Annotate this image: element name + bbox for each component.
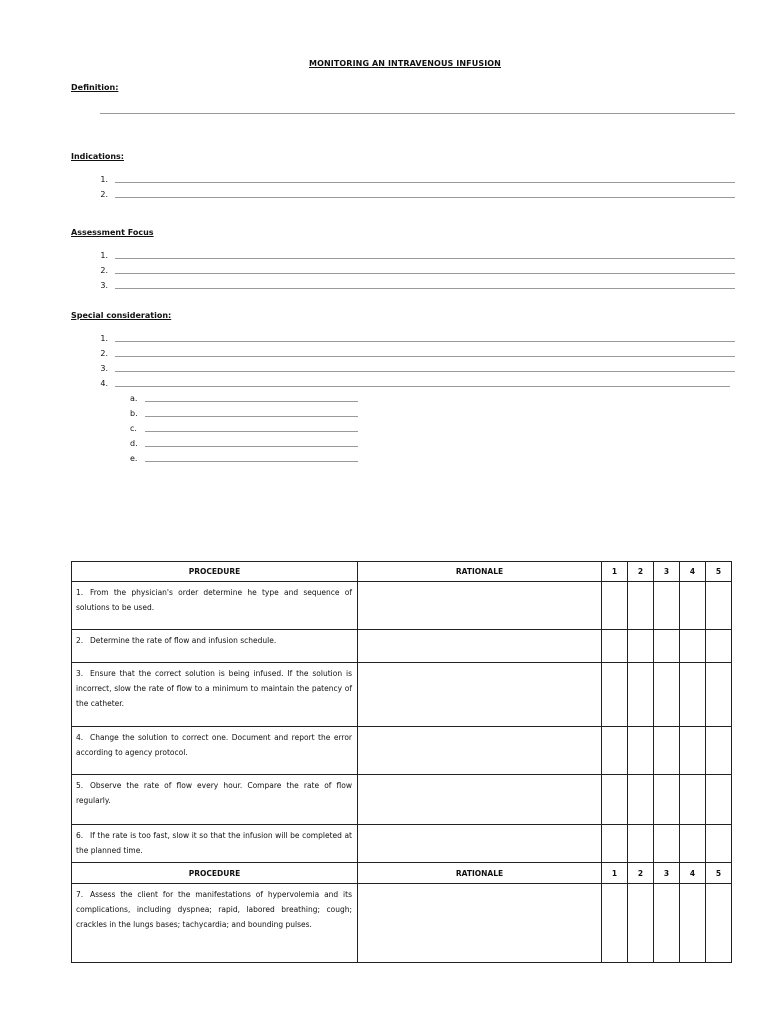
score-cell[interactable]: [680, 630, 706, 663]
score-header: 3: [654, 562, 680, 582]
table-header-row: [72, 863, 732, 884]
procedure-text: If the rate is too fast, slow it so that the infusion will be completed at the planned time.: [76, 831, 352, 855]
score-header: 4: [680, 562, 706, 582]
table-row: [72, 775, 732, 825]
assessment-number: 3.: [100, 281, 108, 290]
indication-answer-line[interactable]: [115, 182, 735, 183]
procedure-number: 5.: [76, 781, 84, 790]
special-answer-line[interactable]: [115, 386, 730, 387]
special-number: 2.: [100, 349, 108, 358]
procedure-text: Assess the client for the manifestations of hypervolemia and its complications, including dyspnea; rapid, labored breathing; cough; crackles in the lungs bases; tachycardia; and bounding pulses.: [76, 890, 352, 929]
special-subitem-line[interactable]: [145, 431, 358, 432]
rationale-cell[interactable]: [358, 663, 602, 727]
score-cell[interactable]: [680, 884, 706, 963]
score-cell[interactable]: [680, 727, 706, 775]
rationale-cell[interactable]: [358, 727, 602, 775]
score-cell[interactable]: [706, 663, 732, 727]
indications-heading: Indications:: [71, 152, 124, 161]
rationale-header: RATIONALE: [358, 863, 602, 884]
procedure-text: Determine the rate of flow and infusion schedule.: [90, 636, 277, 645]
score-cell[interactable]: [628, 582, 654, 630]
procedure-cell: [72, 663, 358, 727]
score-cell[interactable]: [628, 663, 654, 727]
score-cell[interactable]: [628, 727, 654, 775]
score-cell[interactable]: [602, 884, 628, 963]
score-cell[interactable]: [654, 775, 680, 825]
table-header-row: [72, 562, 732, 582]
table-row: [72, 663, 732, 727]
special-answer-line[interactable]: [115, 356, 735, 357]
page-title: MONITORING AN INTRAVENOUS INFUSION: [309, 59, 501, 68]
assessment-number: 2.: [100, 266, 108, 275]
score-cell[interactable]: [628, 884, 654, 963]
procedure-number: 2.: [76, 636, 84, 645]
score-cell[interactable]: [602, 727, 628, 775]
score-cell[interactable]: [602, 775, 628, 825]
procedure-cell: [72, 582, 358, 630]
score-cell[interactable]: [628, 825, 654, 863]
score-cell[interactable]: [602, 630, 628, 663]
table-row: [72, 825, 732, 863]
special-subitem-line[interactable]: [145, 416, 358, 417]
score-header: 1: [602, 562, 628, 582]
special-subitem-line[interactable]: [145, 461, 358, 462]
procedure-header: PROCEDURE: [72, 562, 358, 582]
special-subitem-letter: c.: [130, 424, 137, 433]
procedure-cell: [72, 825, 358, 863]
table-row: [72, 727, 732, 775]
score-cell[interactable]: [680, 825, 706, 863]
procedure-number: 1.: [76, 588, 84, 597]
score-cell[interactable]: [706, 630, 732, 663]
score-cell[interactable]: [654, 582, 680, 630]
score-cell[interactable]: [602, 825, 628, 863]
score-header: 4: [680, 863, 706, 884]
assessment-answer-line[interactable]: [115, 288, 735, 289]
procedure-cell: [72, 727, 358, 775]
special-number: 1.: [100, 334, 108, 343]
special-subitem-line[interactable]: [145, 446, 358, 447]
score-cell[interactable]: [602, 663, 628, 727]
procedure-number: 6.: [76, 831, 84, 840]
score-cell[interactable]: [628, 775, 654, 825]
procedure-text: Ensure that the correct solution is being infused. If the solution is incorrect, slow the rate of flow to a minimum to maintain the patency of the catheter.: [76, 669, 352, 708]
special-subitem-letter: a.: [130, 394, 138, 403]
procedure-number: 4.: [76, 733, 84, 742]
special-answer-line[interactable]: [115, 341, 735, 342]
special-number: 3.: [100, 364, 108, 373]
score-cell[interactable]: [654, 825, 680, 863]
indication-answer-line[interactable]: [115, 197, 735, 198]
procedure-number: 7.: [76, 890, 84, 899]
score-cell[interactable]: [706, 727, 732, 775]
special-subitem-letter: b.: [130, 409, 138, 418]
special-subitem-letter: d.: [130, 439, 138, 448]
rationale-cell[interactable]: [358, 582, 602, 630]
score-cell[interactable]: [680, 582, 706, 630]
table-row: [72, 630, 732, 663]
procedure-number: 3.: [76, 669, 84, 678]
score-header: 5: [706, 863, 732, 884]
score-cell[interactable]: [680, 775, 706, 825]
score-header: 3: [654, 863, 680, 884]
score-header: 2: [628, 863, 654, 884]
indication-number: 2.: [100, 190, 108, 199]
procedure-text: From the physician's order determine he type and sequence of solutions to be used.: [76, 588, 352, 612]
procedure-cell: [72, 884, 358, 963]
score-cell[interactable]: [706, 582, 732, 630]
special-subitem-letter: e.: [130, 454, 138, 463]
score-cell[interactable]: [654, 884, 680, 963]
special-answer-line[interactable]: [115, 371, 735, 372]
table-row: [72, 582, 732, 630]
special-heading: Special consideration:: [71, 311, 172, 320]
score-header: 2: [628, 562, 654, 582]
definition-heading: Definition:: [71, 83, 119, 92]
score-header: 1: [602, 863, 628, 884]
procedure-cell: [72, 775, 358, 825]
score-cell[interactable]: [680, 663, 706, 727]
score-cell[interactable]: [628, 630, 654, 663]
assessment-number: 1.: [100, 251, 108, 260]
rationale-header: RATIONALE: [358, 562, 602, 582]
score-cell[interactable]: [706, 775, 732, 825]
procedure-text: Observe the rate of flow every hour. Compare the rate of flow regularly.: [76, 781, 352, 805]
procedure-text: Change the solution to correct one. Document and report the error according to agency protocol.: [76, 733, 352, 757]
score-cell[interactable]: [706, 884, 732, 963]
rationale-cell[interactable]: [358, 825, 602, 863]
procedure-cell: [72, 630, 358, 663]
score-cell[interactable]: [654, 727, 680, 775]
special-subitem-line[interactable]: [145, 401, 358, 402]
assessment-answer-line[interactable]: [115, 273, 735, 274]
rationale-cell[interactable]: [358, 630, 602, 663]
score-cell[interactable]: [654, 663, 680, 727]
table-row: [72, 884, 732, 963]
procedure-header: PROCEDURE: [72, 863, 358, 884]
score-cell[interactable]: [654, 630, 680, 663]
assessment-answer-line[interactable]: [115, 258, 735, 259]
rationale-cell[interactable]: [358, 775, 602, 825]
procedure-table: [71, 561, 732, 963]
special-number: 4.: [100, 379, 108, 388]
definition-answer-line[interactable]: [100, 113, 735, 114]
score-cell[interactable]: [602, 582, 628, 630]
rationale-cell[interactable]: [358, 884, 602, 963]
score-cell[interactable]: [706, 825, 732, 863]
score-header: 5: [706, 562, 732, 582]
indication-number: 1.: [100, 175, 108, 184]
assessment-heading: Assessment Focus: [71, 228, 154, 237]
